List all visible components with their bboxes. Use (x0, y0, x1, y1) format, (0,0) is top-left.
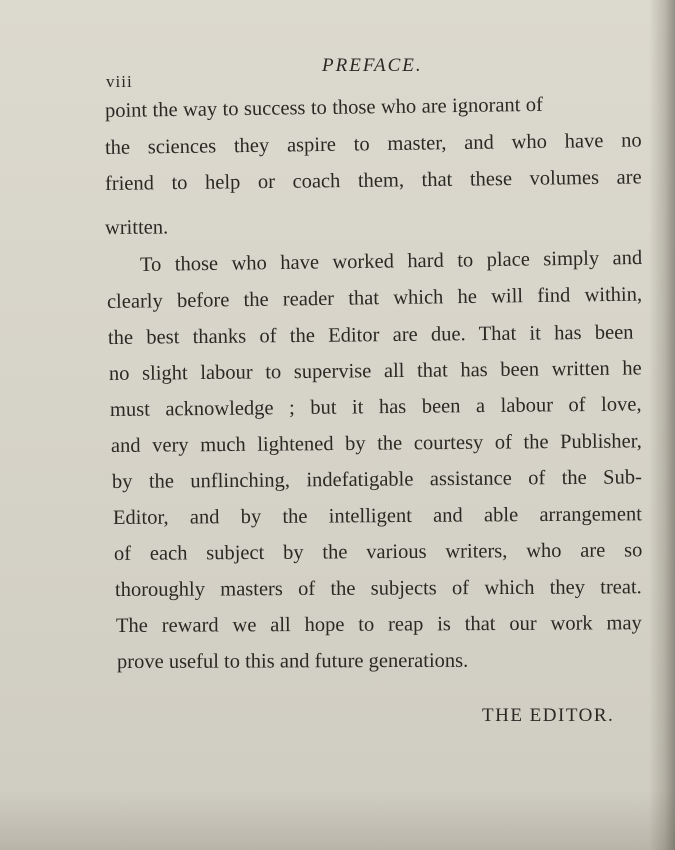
page-edge-shadow (649, 0, 675, 850)
text-line: the best thanks of the Editor are due. That it has been (107, 321, 634, 349)
text-line: no slight labour to supervise all that has been written he (108, 357, 642, 385)
text-line: written. (104, 216, 169, 239)
text-line: by the unflinching, indefatigable assistance of the Sub- (111, 466, 642, 493)
text-line: To those who have worked hard to place simply and (139, 246, 643, 276)
text-line: The reward we all hope to reap is that our work may (115, 612, 642, 637)
page-bottom-shadow (0, 790, 675, 850)
text-line: prove useful to this and future generations. (116, 649, 469, 673)
signature: THE EDITOR. (482, 705, 615, 726)
text-line: clearly before the reader that which he will find within, (106, 283, 643, 313)
text-line: Editor, and by the intelligent and able arrangement (112, 503, 642, 529)
text-line: thoroughly masters of the subjects of which they treat. (114, 576, 642, 601)
text-line: and very much lightened by the courtesy of the Publisher, (110, 430, 642, 457)
running-title: PREFACE. (322, 55, 423, 76)
text-line: friend to help or coach them, that these volumes are (104, 166, 642, 195)
text-line: of each subject by the various writers, who are so (113, 539, 643, 565)
page-number: viii (106, 72, 133, 91)
text-line: must acknowledge ; but it has been a labour of love, (109, 393, 642, 421)
text-line: the sciences they aspire to master, and who have no (104, 129, 642, 159)
text-line: point the way to success to those who are ignorant of (104, 93, 544, 122)
